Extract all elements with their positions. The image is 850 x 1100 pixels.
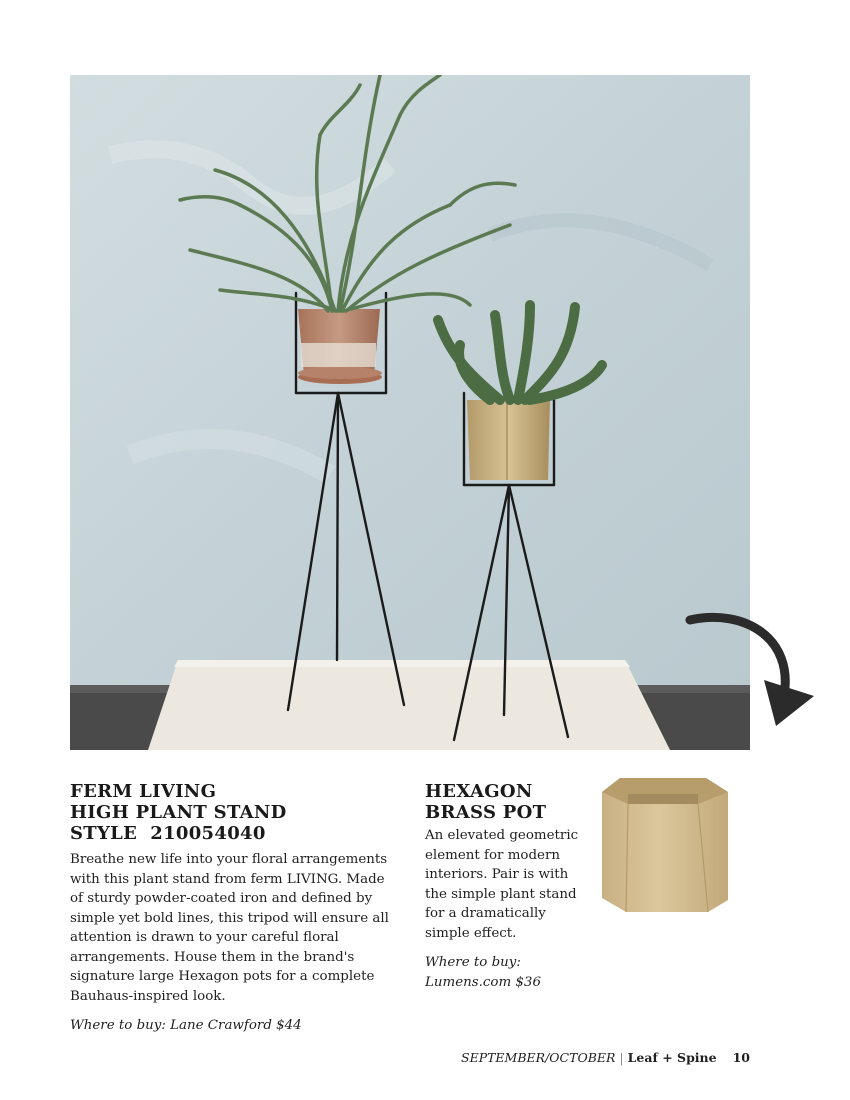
hexagon-pot-where-to-buy <box>425 953 585 992</box>
page-footer <box>461 1050 750 1065</box>
hexagon-pot-image <box>598 770 733 920</box>
curved-arrow-icon <box>684 608 824 733</box>
page-number: 10 <box>732 1050 750 1065</box>
magazine-name: Leaf + Spine <box>627 1050 717 1065</box>
plant-stand-description: Breathe new life into your floral arrangements with this plant stand from ferm LIVING. Made of sturdy powder-coated iron and defined by simple yet bold lines, this tripod will ensure all attention is drawn to your careful floral arrangements. House them in the brand's signature large Hexagon pots for a complete Bauhaus-inspired look. <box>70 852 389 1004</box>
footer-separator: | <box>619 1050 624 1065</box>
issue-date: SEPTEMBER/OCTOBER <box>461 1050 616 1065</box>
plant-stand-where-to-buy: Where to buy: Lane Crawford $44 <box>70 1018 302 1033</box>
plant-stand-article <box>70 781 400 1036</box>
plant-stand-title-line: HIGH PLANT STAND <box>70 802 287 823</box>
hero-photo <box>70 75 750 750</box>
hexagon-pot-article <box>425 781 585 992</box>
where-to-buy-label: Where to buy: <box>425 955 521 970</box>
plant-stand-title-line: STYLE 210054040 <box>70 823 266 844</box>
where-to-buy-store: Lumens.com $36 <box>425 974 541 990</box>
hexagon-pot-title-line: HEXAGON <box>425 781 533 802</box>
hexagon-pot-title-line: BRASS POT <box>425 802 547 823</box>
hexagon-pot-title <box>425 781 585 823</box>
hexagon-pot-description: An elevated geometric element for modern interiors. Pair is with the simple plant stand for a dramatically simple effect. <box>425 828 579 941</box>
plant-stand-title <box>70 781 400 844</box>
plant-stand-title-line: FERM LIVING <box>70 781 217 802</box>
